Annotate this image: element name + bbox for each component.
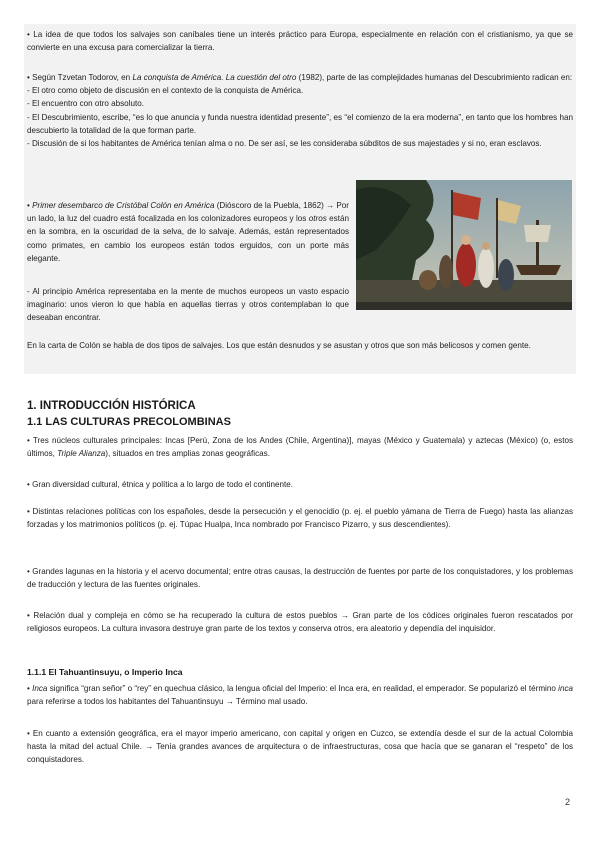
paragraph-painting-description: [27, 199, 349, 265]
text-run: significa “gran señor” o “rey” en quechua clásico, la lengua oficial del Imperio: el Inca era, en realidad, el emperador. Se popularizó el término: [47, 684, 559, 693]
book-title: La conquista de América. La cuestión del otro: [132, 73, 297, 82]
paragraph-diversity: [27, 478, 573, 491]
text-run: (Dióscoro de la Puebla, 1862) → Por un lado, la luz del cuadro está focalizada en los colonizadores europeos y los: [27, 201, 349, 224]
paragraph-text: • En cuanto a extensión geográfica, era el mayor imperio americano, con capital y origen en Cuzco, se extendía desde el sur de la actual Colombia hasta la mitad del actual Chile. → Tenía grandes avances de arquitectura o de infraestructuras, cosa que hacía que se ganaran el “respeto” de los conquistadores.: [27, 729, 573, 765]
text-run: para referirse a todos los habitantes del Tahuantinsuyu → Término mal usado.: [27, 697, 308, 707]
subsection-heading: 1.1 LAS CULTURAS PRECOLOMBINAS: [27, 416, 231, 428]
section-heading: 1. INTRODUCCIÓN HISTÓRICA: [27, 400, 196, 412]
paragraph-todorov: [27, 71, 573, 150]
text-run: están en la sombra, en la oscuridad de la selva, de lo salvaje. Además, están representados como primates, en cambio los europeos están todos erguidos, con un porte más elegante.: [27, 214, 349, 263]
paragraph-historical-gaps: [27, 565, 573, 591]
paragraph-imaginary-space: [27, 285, 349, 325]
list-item: - El encuentro con otro absoluto.: [27, 99, 144, 109]
paragraph-text: • Grandes lagunas en la historia y el acervo documental; entre otras causas, la destrucción de fuentes por parte de los conquistadores, y los problemas de traducción y lectura de las fuentes originales.: [27, 567, 573, 590]
paragraph-text: En la carta de Colón se habla de dos tipos de salvajes. Los que están desnudos y se asustan y otros que son más belicosos y comen gente.: [27, 341, 531, 350]
list-item: - Discusión de si los habitantes de América tenían alma o no. De ser así, se les consideraba súbditos de sus majestades y si no, eran esclavos.: [27, 139, 542, 149]
text-run: (1982), parte de las complejidades humanas del Descubrimiento radican en:: [296, 73, 573, 82]
painting-image: [356, 180, 572, 310]
text-run: •: [27, 201, 33, 210]
page-number: 2: [565, 797, 571, 807]
paragraph-cultural-cores: [27, 434, 573, 460]
painting-title: Primer desembarco de Cristóbal Colón en América: [32, 201, 215, 210]
subsubsection-heading: 1.1.1 El Tahuantinsuyu, o Imperio Inca: [27, 667, 183, 677]
paragraph-text: - Al principio América representaba en la mente de muchos europeos un vasto espacio imaginario: unos vieron lo que había en aquellas tierras y otros contemplaban lo que deseaban encontrar.: [27, 287, 349, 323]
paragraph-inca-meaning: [27, 682, 573, 708]
paragraph-text: • Distintas relaciones políticas con los españoles, desde la persecución y el genocidio (p. ej. el pueblo yámana de Tierra de Fuego) hasta las alianzas forzadas y los matrimonios políticos (p. ej. Túpac Hualpa, Inca nombrado por Francisco Pizarro, y sus descendientes).: [27, 507, 573, 530]
paragraph-political-relations: [27, 505, 573, 531]
text-run: otros: [308, 214, 327, 224]
paragraph-cannibals: [27, 28, 573, 54]
paragraph-text: • La idea de que todos los salvajes son caníbales tiene un interés práctico para Europa, especialmente en relación con el cristianismo, ya que se convierte en una excusa para comercializar la tierra.: [27, 30, 573, 53]
list-item: - El otro como objeto de discusión en el contexto de la conquista de América.: [27, 86, 304, 96]
text-run: • Tres núcleos culturales principales: Incas [Perú, Zona de los Andes (Chile, Argentina)], mayas (México y Guatemala) y aztecas (México) (o, estos últimos,: [27, 436, 573, 459]
paragraph-text: • Gran diversidad cultural, étnica y política a lo largo de todo el continente.: [27, 480, 294, 489]
list-item: - El Descubrimiento, escribe, “es lo que anuncia y funda nuestra identidad presente”, es “el comienzo de la era moderna”, en tanto que los hombres han descubierto la totalidad de la que forman parte.: [27, 112, 573, 135]
text-run: Triple Alianza: [57, 449, 106, 459]
text-run: ), situados en tres amplias zonas geográficas.: [105, 449, 270, 459]
paragraph-colon-letter: [27, 339, 573, 352]
paragraph-text: • Relación dual y compleja en cómo se ha recuperado la cultura de estos pueblos → Gran parte de los códices originales fueron rescatados por religiosos europeos. La cultura invasora destruye gran parte de los textos y conserva otros, era aleatorio y dependía del inquisidor.: [27, 611, 573, 634]
text-run: Inca: [32, 684, 48, 693]
painting-illustration: [356, 180, 572, 310]
paragraph-geographic-extension: [27, 727, 573, 767]
text-run: •: [27, 684, 33, 693]
text-run: • Según Tzvetan Todorov, en: [27, 73, 133, 82]
paragraph-dual-relation: [27, 609, 573, 635]
text-run: inca: [558, 684, 573, 693]
